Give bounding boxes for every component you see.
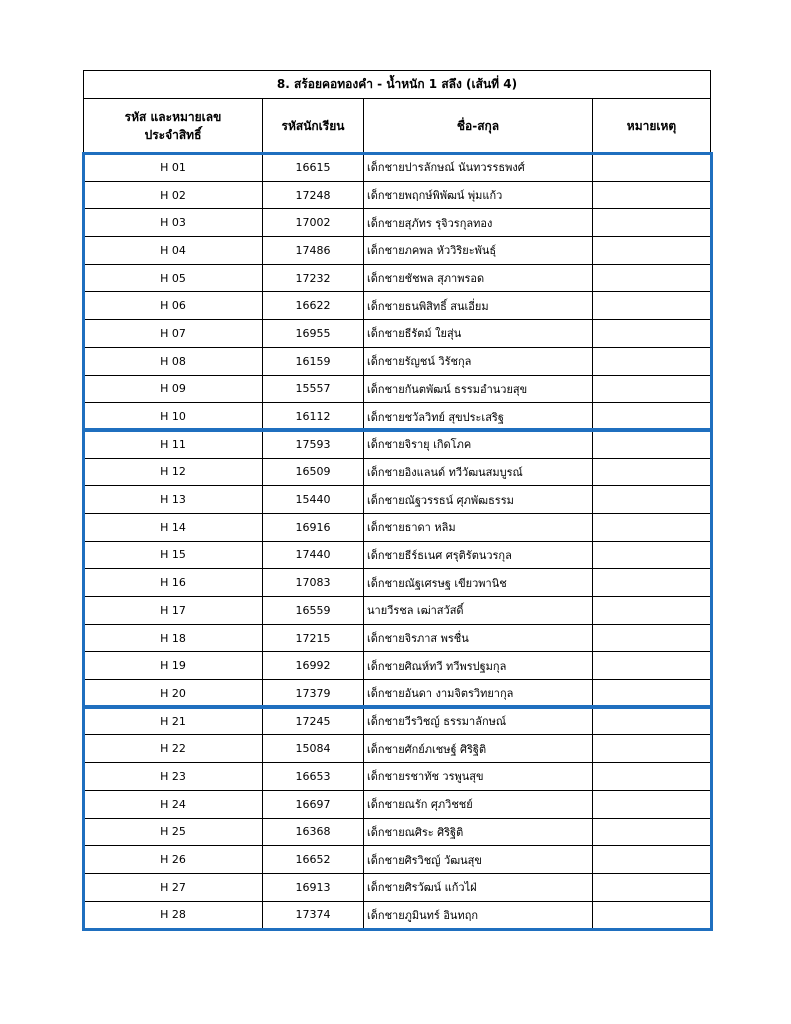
remark-cell	[593, 264, 711, 292]
table-row	[84, 458, 711, 486]
code-cell: H 22	[84, 735, 263, 763]
table-row	[84, 264, 711, 292]
name-cell: เด็กชายชวัลวิทย์ สุขประเสริฐ	[364, 403, 593, 431]
student-id-cell: 16652	[263, 846, 364, 874]
student-id-cell: 16697	[263, 790, 364, 818]
table-row	[84, 569, 711, 597]
code-cell: H 12	[84, 458, 263, 486]
code-cell: H 21	[84, 707, 263, 735]
remark-cell	[593, 707, 711, 735]
code-cell: H 14	[84, 513, 263, 541]
remark-cell	[593, 624, 711, 652]
table-row	[84, 403, 711, 431]
remark-cell	[593, 873, 711, 901]
row-group	[84, 154, 711, 431]
student-id-cell: 15557	[263, 375, 364, 403]
table-row	[84, 154, 711, 182]
name-cell: เด็กชายศิรวิชญ์ วัฒนสุข	[364, 846, 593, 874]
code-cell: H 07	[84, 320, 263, 348]
name-cell: เด็กชายจิรภาส พรชื่น	[364, 624, 593, 652]
table-row	[84, 347, 711, 375]
remark-cell	[593, 430, 711, 458]
student-id-cell: 16992	[263, 652, 364, 680]
code-cell: H 17	[84, 597, 263, 625]
header-code-line1: รหัส และหมายเลข	[124, 110, 222, 124]
name-cell: เด็กชายธนพิสิทธิ์ สนเอี่ยม	[364, 292, 593, 320]
code-cell: H 11	[84, 430, 263, 458]
remark-cell	[593, 403, 711, 431]
name-cell: เด็กชายพฤกษ์พิพัฒน์ พุ่มแก้ว	[364, 181, 593, 209]
table-row	[84, 707, 711, 735]
remark-cell	[593, 846, 711, 874]
remark-cell	[593, 375, 711, 403]
student-id-cell: 16509	[263, 458, 364, 486]
remark-cell	[593, 652, 711, 680]
name-cell: เด็กชายจิรายุ เกิดโภค	[364, 430, 593, 458]
student-id-cell: 16368	[263, 818, 364, 846]
code-cell: H 06	[84, 292, 263, 320]
student-id-cell: 16559	[263, 597, 364, 625]
remark-cell	[593, 181, 711, 209]
code-cell: H 16	[84, 569, 263, 597]
code-cell: H 09	[84, 375, 263, 403]
remark-cell	[593, 292, 711, 320]
name-cell: เด็กชายอิงแลนด์ ทวีวัฒนสมบูรณ์	[364, 458, 593, 486]
header-name: ชื่อ-สกุล	[364, 99, 593, 154]
header-remark: หมายเหตุ	[593, 99, 711, 154]
student-id-cell: 16615	[263, 154, 364, 182]
name-cell: เด็กชายณัฐวรรธน์ ศุภพัฒธรรม	[364, 486, 593, 514]
name-cell: เด็กชายณัฐเศรษฐ เขียวพานิช	[364, 569, 593, 597]
name-cell: เด็กชายสุภัทร รุจิวรกุลทอง	[364, 209, 593, 237]
table-row	[84, 292, 711, 320]
name-cell: เด็กชายศิณห์ทวี ทวีพรปฐมกุล	[364, 652, 593, 680]
student-id-cell: 17486	[263, 237, 364, 265]
remark-cell	[593, 237, 711, 265]
table-row	[84, 320, 711, 348]
code-cell: H 10	[84, 403, 263, 431]
name-cell: เด็กชายณรัก ศุภวิชชย์	[364, 790, 593, 818]
code-cell: H 03	[84, 209, 263, 237]
table-title: 8. สร้อยคอทองคำ - น้ำหนัก 1 สลึง (เส้นที่ 4)	[84, 71, 711, 99]
name-cell: เด็กชายศักย์ภเชษฐ์ ศิริฐิติ	[364, 735, 593, 763]
remark-cell	[593, 347, 711, 375]
code-cell: H 18	[84, 624, 263, 652]
student-id-cell: 17593	[263, 430, 364, 458]
name-cell: เด็กชายอันดา งามจิตรวิทยากุล	[364, 680, 593, 708]
student-id-cell: 16916	[263, 513, 364, 541]
remark-cell	[593, 154, 711, 182]
student-id-cell: 17002	[263, 209, 364, 237]
student-id-cell: 17248	[263, 181, 364, 209]
code-cell: H 01	[84, 154, 263, 182]
code-cell: H 23	[84, 763, 263, 791]
student-id-cell: 16112	[263, 403, 364, 431]
remark-cell	[593, 818, 711, 846]
table-row	[84, 873, 711, 901]
table-row	[84, 209, 711, 237]
remark-cell	[593, 209, 711, 237]
student-id-cell: 17379	[263, 680, 364, 708]
name-cell: เด็กชายปารลักษณ์ นันทวรรธพงศ์	[364, 154, 593, 182]
table-row	[84, 513, 711, 541]
prize-table	[83, 70, 711, 929]
student-id-cell: 17232	[263, 264, 364, 292]
student-id-cell: 16913	[263, 873, 364, 901]
table-row	[84, 763, 711, 791]
remark-cell	[593, 790, 711, 818]
name-cell: เด็กชายณศิระ ศิริฐิติ	[364, 818, 593, 846]
name-cell: เด็กชายกันตพัฒน์ ธรรมอำนวยสุข	[364, 375, 593, 403]
header-student-id: รหัสนักเรียน	[263, 99, 364, 154]
table-row	[84, 624, 711, 652]
table-row	[84, 597, 711, 625]
remark-cell	[593, 486, 711, 514]
code-cell: H 13	[84, 486, 263, 514]
code-cell: H 25	[84, 818, 263, 846]
remark-cell	[593, 513, 711, 541]
student-id-cell: 16159	[263, 347, 364, 375]
remark-cell	[593, 597, 711, 625]
name-cell: เด็กชายภคพล หัววิริยะพันธุ์	[364, 237, 593, 265]
table-row	[84, 790, 711, 818]
code-cell: H 20	[84, 680, 263, 708]
student-id-cell: 16653	[263, 763, 364, 791]
table-row	[84, 181, 711, 209]
table-row	[84, 901, 711, 929]
student-id-cell: 17374	[263, 901, 364, 929]
table-row	[84, 818, 711, 846]
name-cell: เด็กชายศิรวัฒน์ แก้วไฝ่	[364, 873, 593, 901]
code-cell: H 27	[84, 873, 263, 901]
remark-cell	[593, 763, 711, 791]
remark-cell	[593, 569, 711, 597]
header-code	[84, 99, 263, 154]
document-sheet	[83, 70, 710, 929]
table-row	[84, 430, 711, 458]
name-cell: เด็กชายวีรวิชญ์ ธรรมาลักษณ์	[364, 707, 593, 735]
remark-cell	[593, 680, 711, 708]
name-cell: เด็กชายธาดา หลิม	[364, 513, 593, 541]
student-id-cell: 17215	[263, 624, 364, 652]
code-cell: H 08	[84, 347, 263, 375]
remark-cell	[593, 735, 711, 763]
table-row	[84, 680, 711, 708]
code-cell: H 05	[84, 264, 263, 292]
remark-cell	[593, 458, 711, 486]
remark-cell	[593, 901, 711, 929]
table-row	[84, 735, 711, 763]
student-id-cell: 15440	[263, 486, 364, 514]
table-row	[84, 486, 711, 514]
remark-cell	[593, 320, 711, 348]
table-row	[84, 652, 711, 680]
code-cell: H 15	[84, 541, 263, 569]
name-cell: เด็กชายภูมินทร์ อินทฤก	[364, 901, 593, 929]
student-id-cell: 16955	[263, 320, 364, 348]
code-cell: H 26	[84, 846, 263, 874]
code-cell: H 19	[84, 652, 263, 680]
student-id-cell: 17083	[263, 569, 364, 597]
header-code-line2: ประจำสิทธิ์	[144, 128, 202, 142]
student-id-cell: 15084	[263, 735, 364, 763]
remark-cell	[593, 541, 711, 569]
row-group	[84, 707, 711, 929]
student-id-cell: 17440	[263, 541, 364, 569]
name-cell: เด็กชายรัญชน์ วิรัชกุล	[364, 347, 593, 375]
code-cell: H 04	[84, 237, 263, 265]
student-id-cell: 16622	[263, 292, 364, 320]
table-row	[84, 541, 711, 569]
table-row	[84, 237, 711, 265]
row-group	[84, 430, 711, 707]
name-cell: เด็กชายรชาทัช วรพูนสุข	[364, 763, 593, 791]
table-row	[84, 846, 711, 874]
code-cell: H 28	[84, 901, 263, 929]
name-cell: เด็กชายธีรัตม์ ใยสุ่น	[364, 320, 593, 348]
code-cell: H 24	[84, 790, 263, 818]
name-cell: เด็กชายธีร์ธเนศ ศรุติรัตนวรกุล	[364, 541, 593, 569]
code-cell: H 02	[84, 181, 263, 209]
name-cell: เด็กชายชัชพล สุภาพรอด	[364, 264, 593, 292]
student-id-cell: 17245	[263, 707, 364, 735]
name-cell: นายวีรชล เฒ่าสวัสดิ์	[364, 597, 593, 625]
table-row	[84, 375, 711, 403]
